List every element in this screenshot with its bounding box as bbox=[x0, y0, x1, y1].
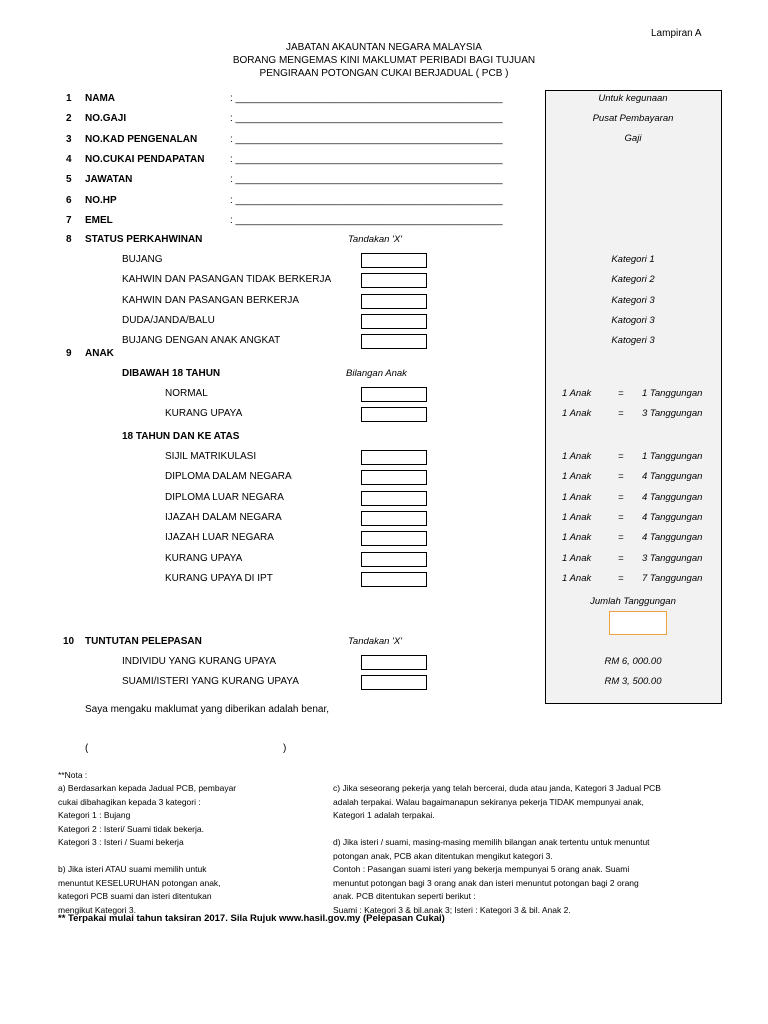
field-number: 5 bbox=[66, 174, 72, 186]
over18-anak: 1 Anak bbox=[562, 451, 592, 462]
under18-count-box[interactable] bbox=[361, 407, 427, 422]
over18-equals: = bbox=[618, 451, 624, 462]
field-input-line[interactable]: : ________________________________________________ bbox=[230, 113, 503, 125]
note-left-line bbox=[58, 850, 236, 864]
field-input-line[interactable]: : ________________________________________________ bbox=[230, 174, 503, 186]
over18-tanggungan: 1 Tanggungan bbox=[642, 451, 703, 462]
over18-count-box[interactable] bbox=[361, 450, 427, 465]
under18-instruction: Bilangan Anak bbox=[346, 368, 407, 379]
over18-equals: = bbox=[618, 471, 624, 483]
note-left-line: mengikut Kategori 3. bbox=[58, 904, 136, 915]
note-left-line: kategori PCB suami dan isteri ditentukan bbox=[58, 891, 212, 901]
panel-line-2: Pusat Pembayaran bbox=[592, 113, 674, 124]
over18-equals: = bbox=[618, 572, 624, 584]
under18-anak: 1 Anak bbox=[562, 388, 592, 399]
field-label: NO.GAJI bbox=[85, 113, 127, 125]
note-left-line: menuntut KESELURUHAN potongan anak, bbox=[58, 877, 221, 888]
note-right-line: c) Jika seseorang pekerja yang telah bercerai, duda atau janda, Kategori 3 Jadual PCB bbox=[333, 783, 661, 793]
claim-amount: RM 6, 000.00 bbox=[604, 656, 662, 667]
total-dependents-label: Jumlah Tanggungan bbox=[590, 596, 676, 607]
field-label: NAMA bbox=[85, 93, 115, 104]
note-left-line: Kategori 2 : Isteri/ Suami tidak bekerja. bbox=[58, 823, 204, 834]
note-right-line bbox=[333, 823, 661, 837]
note-right-line: Suami : Kategori 3 & bil.anak 3; Isteri : Kategori 3 & bil. Anak 2. bbox=[333, 904, 571, 915]
note-left-line: b) Jika isteri ATAU suami memilih untuk bbox=[58, 864, 207, 874]
under18-equals: = bbox=[618, 388, 624, 399]
note-right-line: Kategori 1 adalah terpakai. bbox=[333, 810, 435, 820]
section-8-instruction: Tandakan 'X' bbox=[348, 234, 402, 245]
notes-right-column bbox=[333, 782, 661, 917]
under18-row-label: NORMAL bbox=[165, 388, 208, 399]
over18-count-box[interactable] bbox=[361, 531, 427, 546]
section-9-label: ANAK bbox=[85, 348, 114, 359]
marital-category: Kategori 1 bbox=[611, 254, 655, 265]
marital-option-label: KAHWIN DAN PASANGAN TIDAK BERKERJA bbox=[122, 274, 332, 286]
declaration-text: Saya mengaku maklumat yang diberikan adalah benar, bbox=[85, 704, 330, 715]
header-line-2: BORANG MENGEMAS KINI MAKLUMAT PERIBADI BAGI TUJUAN bbox=[232, 55, 536, 66]
over18-row-label: IJAZAH DALAM NEGARA bbox=[165, 511, 282, 523]
over18-equals: = bbox=[618, 511, 624, 523]
field-input-line[interactable]: : ________________________________________________ bbox=[230, 194, 503, 206]
under18-tanggungan: 1 Tanggungan bbox=[642, 388, 703, 399]
marital-category: Katogori 3 bbox=[611, 314, 655, 326]
over18-tanggungan: 4 Tanggungan bbox=[642, 491, 703, 503]
note-right-line: d) Jika isteri / suami, masing-masing memilih bilangan anak tertentu untuk menuntut bbox=[333, 837, 650, 847]
over18-anak: 1 Anak bbox=[562, 572, 592, 584]
over18-count-box[interactable] bbox=[361, 511, 427, 526]
note-right-line: potongan anak, PCB akan ditentukan mengikut kategori 3. bbox=[333, 850, 553, 861]
notes-title: **Nota : bbox=[58, 770, 88, 780]
footer-note: ** Terpakai mulai tahun taksiran 2017. Sila Rujuk www.hasil.gov.my (Pelepasan Cukai) bbox=[58, 913, 445, 924]
over18-row-label: KURANG UPAYA bbox=[165, 552, 243, 564]
over18-tanggungan: 3 Tanggungan bbox=[642, 552, 703, 564]
signature-field[interactable] bbox=[92, 740, 282, 754]
over18-equals: = bbox=[618, 532, 624, 544]
marital-checkbox[interactable] bbox=[361, 334, 427, 349]
marital-checkbox[interactable] bbox=[361, 253, 427, 268]
under18-anak: 1 Anak bbox=[562, 408, 592, 420]
note-left-line: a) Berdasarkan kepada Jadual PCB, pembayar bbox=[58, 783, 237, 793]
note-left-line: Kategori 1 : Bujang bbox=[58, 810, 131, 820]
signature-close: ) bbox=[283, 743, 287, 754]
over18-equals: = bbox=[618, 491, 624, 503]
over18-tanggungan: 4 Tanggungan bbox=[642, 511, 703, 523]
appendix-label: Lampiran A bbox=[651, 28, 702, 39]
signature-open: ( bbox=[85, 743, 89, 754]
over18-heading: 18 TAHUN DAN KE ATAS bbox=[122, 431, 240, 442]
field-label: NO.HP bbox=[85, 194, 117, 206]
under18-equals: = bbox=[618, 408, 624, 420]
claim-amount: RM 3, 500.00 bbox=[604, 676, 662, 688]
over18-anak: 1 Anak bbox=[562, 552, 592, 564]
claim-checkbox[interactable] bbox=[361, 655, 427, 670]
marital-option-label: BUJANG bbox=[122, 254, 163, 265]
under18-count-box[interactable] bbox=[361, 387, 427, 402]
note-right-line: menuntut potongan bagi 3 orang anak dan isteri menuntut potongan bagi 2 orang bbox=[333, 877, 639, 888]
marital-option-label: DUDA/JANDA/BALU bbox=[122, 314, 215, 326]
panel-line-1: Untuk kegunaan bbox=[598, 93, 668, 104]
over18-anak: 1 Anak bbox=[562, 491, 592, 503]
marital-category: Katogeri 3 bbox=[611, 335, 655, 347]
section-10-label: TUNTUTAN PELEPASAN bbox=[85, 636, 202, 647]
field-number: 6 bbox=[66, 194, 72, 206]
under18-row-label: KURANG UPAYA bbox=[165, 408, 243, 420]
field-number: 7 bbox=[66, 214, 72, 226]
note-right-line: Contoh : Pasangan suami isteri yang bekerja mempunyai 5 orang anak. Suami bbox=[333, 864, 630, 874]
over18-equals: = bbox=[618, 552, 624, 564]
field-number: 2 bbox=[66, 113, 72, 125]
over18-anak: 1 Anak bbox=[562, 471, 592, 483]
field-label: NO.KAD PENGENALAN bbox=[85, 133, 198, 145]
total-dependents-box[interactable] bbox=[609, 611, 667, 635]
over18-count-box[interactable] bbox=[361, 470, 427, 485]
marital-option-label: KAHWIN DAN PASANGAN BERKERJA bbox=[122, 294, 300, 306]
marital-category: Kategori 2 bbox=[611, 274, 655, 286]
marital-checkbox[interactable] bbox=[361, 294, 427, 309]
claim-row-label: SUAMI/ISTERI YANG KURANG UPAYA bbox=[122, 676, 299, 688]
field-input-line[interactable]: : ________________________________________________ bbox=[230, 93, 503, 104]
section-8-number: 8 bbox=[66, 234, 72, 245]
under18-tanggungan: 3 Tanggungan bbox=[642, 408, 703, 420]
field-number: 4 bbox=[66, 153, 72, 165]
panel-line-3: Gaji bbox=[624, 133, 642, 144]
over18-tanggungan: 4 Tanggungan bbox=[642, 471, 703, 483]
header-line-1: JABATAN AKAUNTAN NEGARA MALAYSIA bbox=[286, 42, 482, 53]
field-input-line[interactable]: : ________________________________________________ bbox=[230, 133, 503, 145]
over18-tanggungan: 4 Tanggungan bbox=[642, 532, 703, 544]
note-left-line: Kategori 3 : Isteri / Suami bekerja bbox=[58, 837, 184, 847]
field-number: 1 bbox=[66, 93, 72, 104]
marital-checkbox[interactable] bbox=[361, 314, 427, 329]
notes-left-column bbox=[58, 782, 236, 917]
section-10-instruction: Tandakan 'X' bbox=[348, 636, 402, 647]
over18-row-label: SIJIL MATRIKULASI bbox=[165, 451, 257, 462]
claim-checkbox[interactable] bbox=[361, 675, 427, 690]
over18-tanggungan: 7 Tanggungan bbox=[642, 572, 703, 584]
field-label: EMEL bbox=[85, 214, 113, 226]
over18-row-label: DIPLOMA DALAM NEGARA bbox=[165, 471, 292, 483]
field-input-line[interactable]: : ________________________________________________ bbox=[230, 214, 503, 226]
over18-anak: 1 Anak bbox=[562, 511, 592, 523]
over18-row-label: KURANG UPAYA DI IPT bbox=[165, 572, 273, 584]
over18-row-label: DIPLOMA LUAR NEGARA bbox=[165, 491, 284, 503]
note-left-line: cukai dibahagikan kepada 3 kategori : bbox=[58, 796, 201, 807]
section-10-number: 10 bbox=[63, 636, 75, 647]
note-right-line: anak. PCB ditentukan seperti berikut : bbox=[333, 891, 476, 901]
header-line-3: PENGIRAAN POTONGAN CUKAI BERJADUAL ( PCB ) bbox=[259, 68, 509, 79]
over18-count-box[interactable] bbox=[361, 552, 427, 567]
under18-heading: DIBAWAH 18 TAHUN bbox=[122, 368, 221, 379]
over18-row-label: IJAZAH LUAR NEGARA bbox=[165, 532, 274, 544]
field-input-line[interactable]: : ________________________________________________ bbox=[230, 153, 503, 165]
marital-category: Kategori 3 bbox=[611, 294, 655, 306]
section-9-number: 9 bbox=[66, 348, 72, 359]
marital-checkbox[interactable] bbox=[361, 273, 427, 288]
marital-option-label: BUJANG DENGAN ANAK ANGKAT bbox=[122, 335, 281, 347]
claim-row-label: INDIVIDU YANG KURANG UPAYA bbox=[122, 656, 277, 667]
field-label: JAWATAN bbox=[85, 174, 133, 186]
over18-count-box[interactable] bbox=[361, 572, 427, 587]
over18-anak: 1 Anak bbox=[562, 532, 592, 544]
note-right-line: adalah terpakai. Walau bagaimanapun sekiranya pekerja TIDAK mempunyai anak, bbox=[333, 796, 644, 807]
field-label: NO.CUKAI PENDAPATAN bbox=[85, 153, 205, 165]
section-8-label: STATUS PERKAHWINAN bbox=[85, 234, 203, 245]
over18-count-box[interactable] bbox=[361, 491, 427, 506]
field-number: 3 bbox=[66, 133, 72, 145]
